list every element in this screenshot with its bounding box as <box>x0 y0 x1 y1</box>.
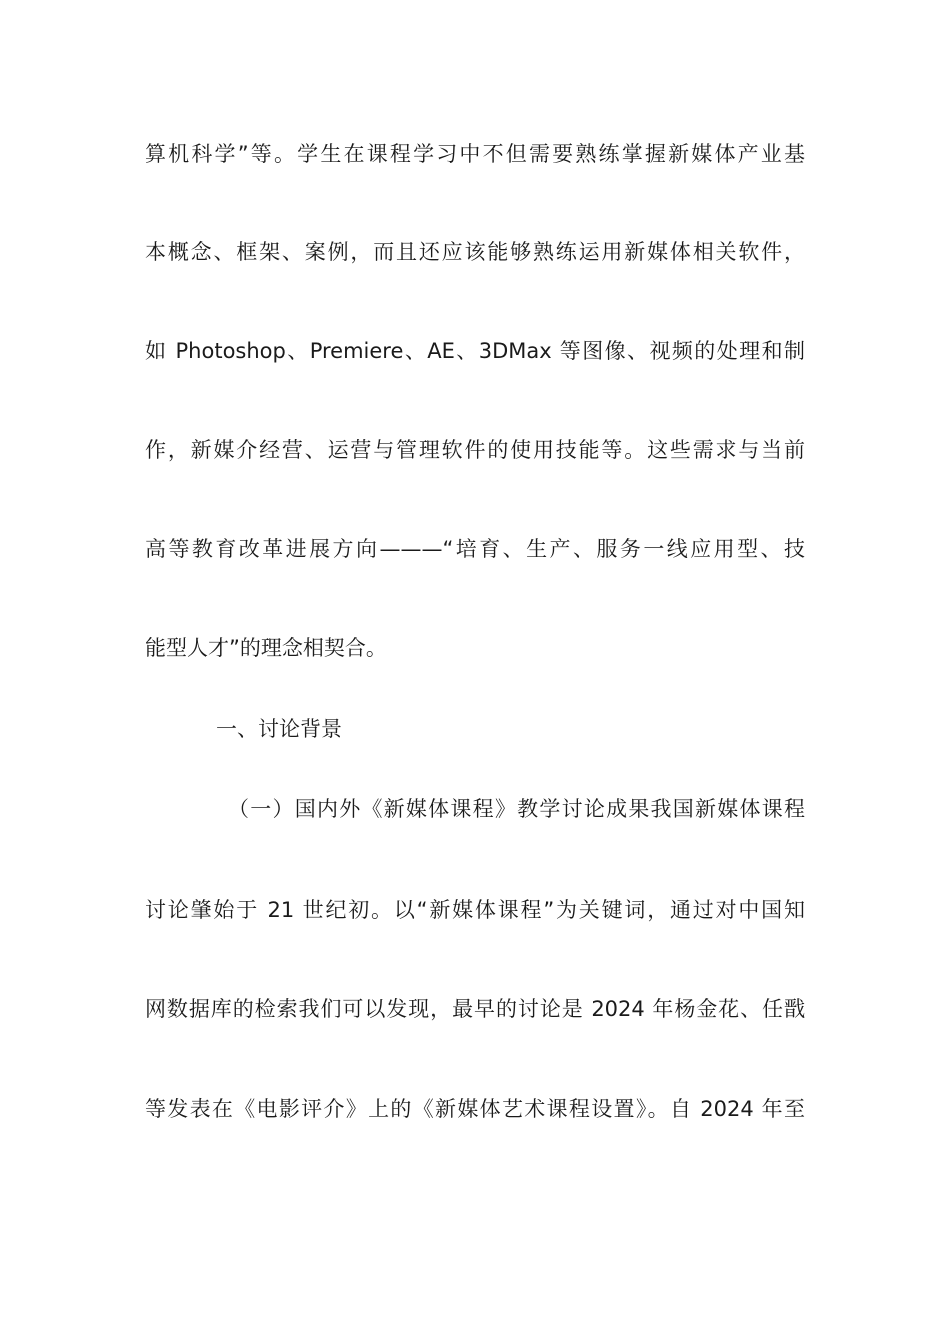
paragraph-line: 等发表在《电影评介》上的《新媒体艺术课程设置》。自 2024 年至 <box>145 1097 805 1121</box>
paragraph-line: 如 Photoshop、Premiere、AE、3DMax 等图像、视频的处理和制 <box>145 339 805 363</box>
section-heading: 一、讨论背景 <box>216 717 342 741</box>
paragraph-line: 作，新媒介经营、运营与管理软件的使用技能等。这些需求与当前 <box>145 438 805 462</box>
paragraph-line: 算机科学”等。学生在课程学习中不但需要熟练掌握新媒体产业基 <box>145 142 805 166</box>
subsection-heading-line: （一）国内外《新媒体课程》教学讨论成果我国新媒体课程 <box>228 797 805 821</box>
paragraph-line: 网数据库的检索我们可以发现，最早的讨论是 2024 年杨金花、任戬 <box>145 997 805 1021</box>
paragraph-line: 能型人才”的理念相契合。 <box>145 636 387 660</box>
paragraph-line: 高等教育改革进展方向———“培育、生产、服务一线应用型、技 <box>145 537 805 561</box>
paragraph-line: 本概念、框架、案例，而且还应该能够熟练运用新媒体相关软件， <box>145 240 805 264</box>
paragraph-line: 讨论肇始于 21 世纪初。以“新媒体课程”为关键词，通过对中国知 <box>145 898 805 922</box>
